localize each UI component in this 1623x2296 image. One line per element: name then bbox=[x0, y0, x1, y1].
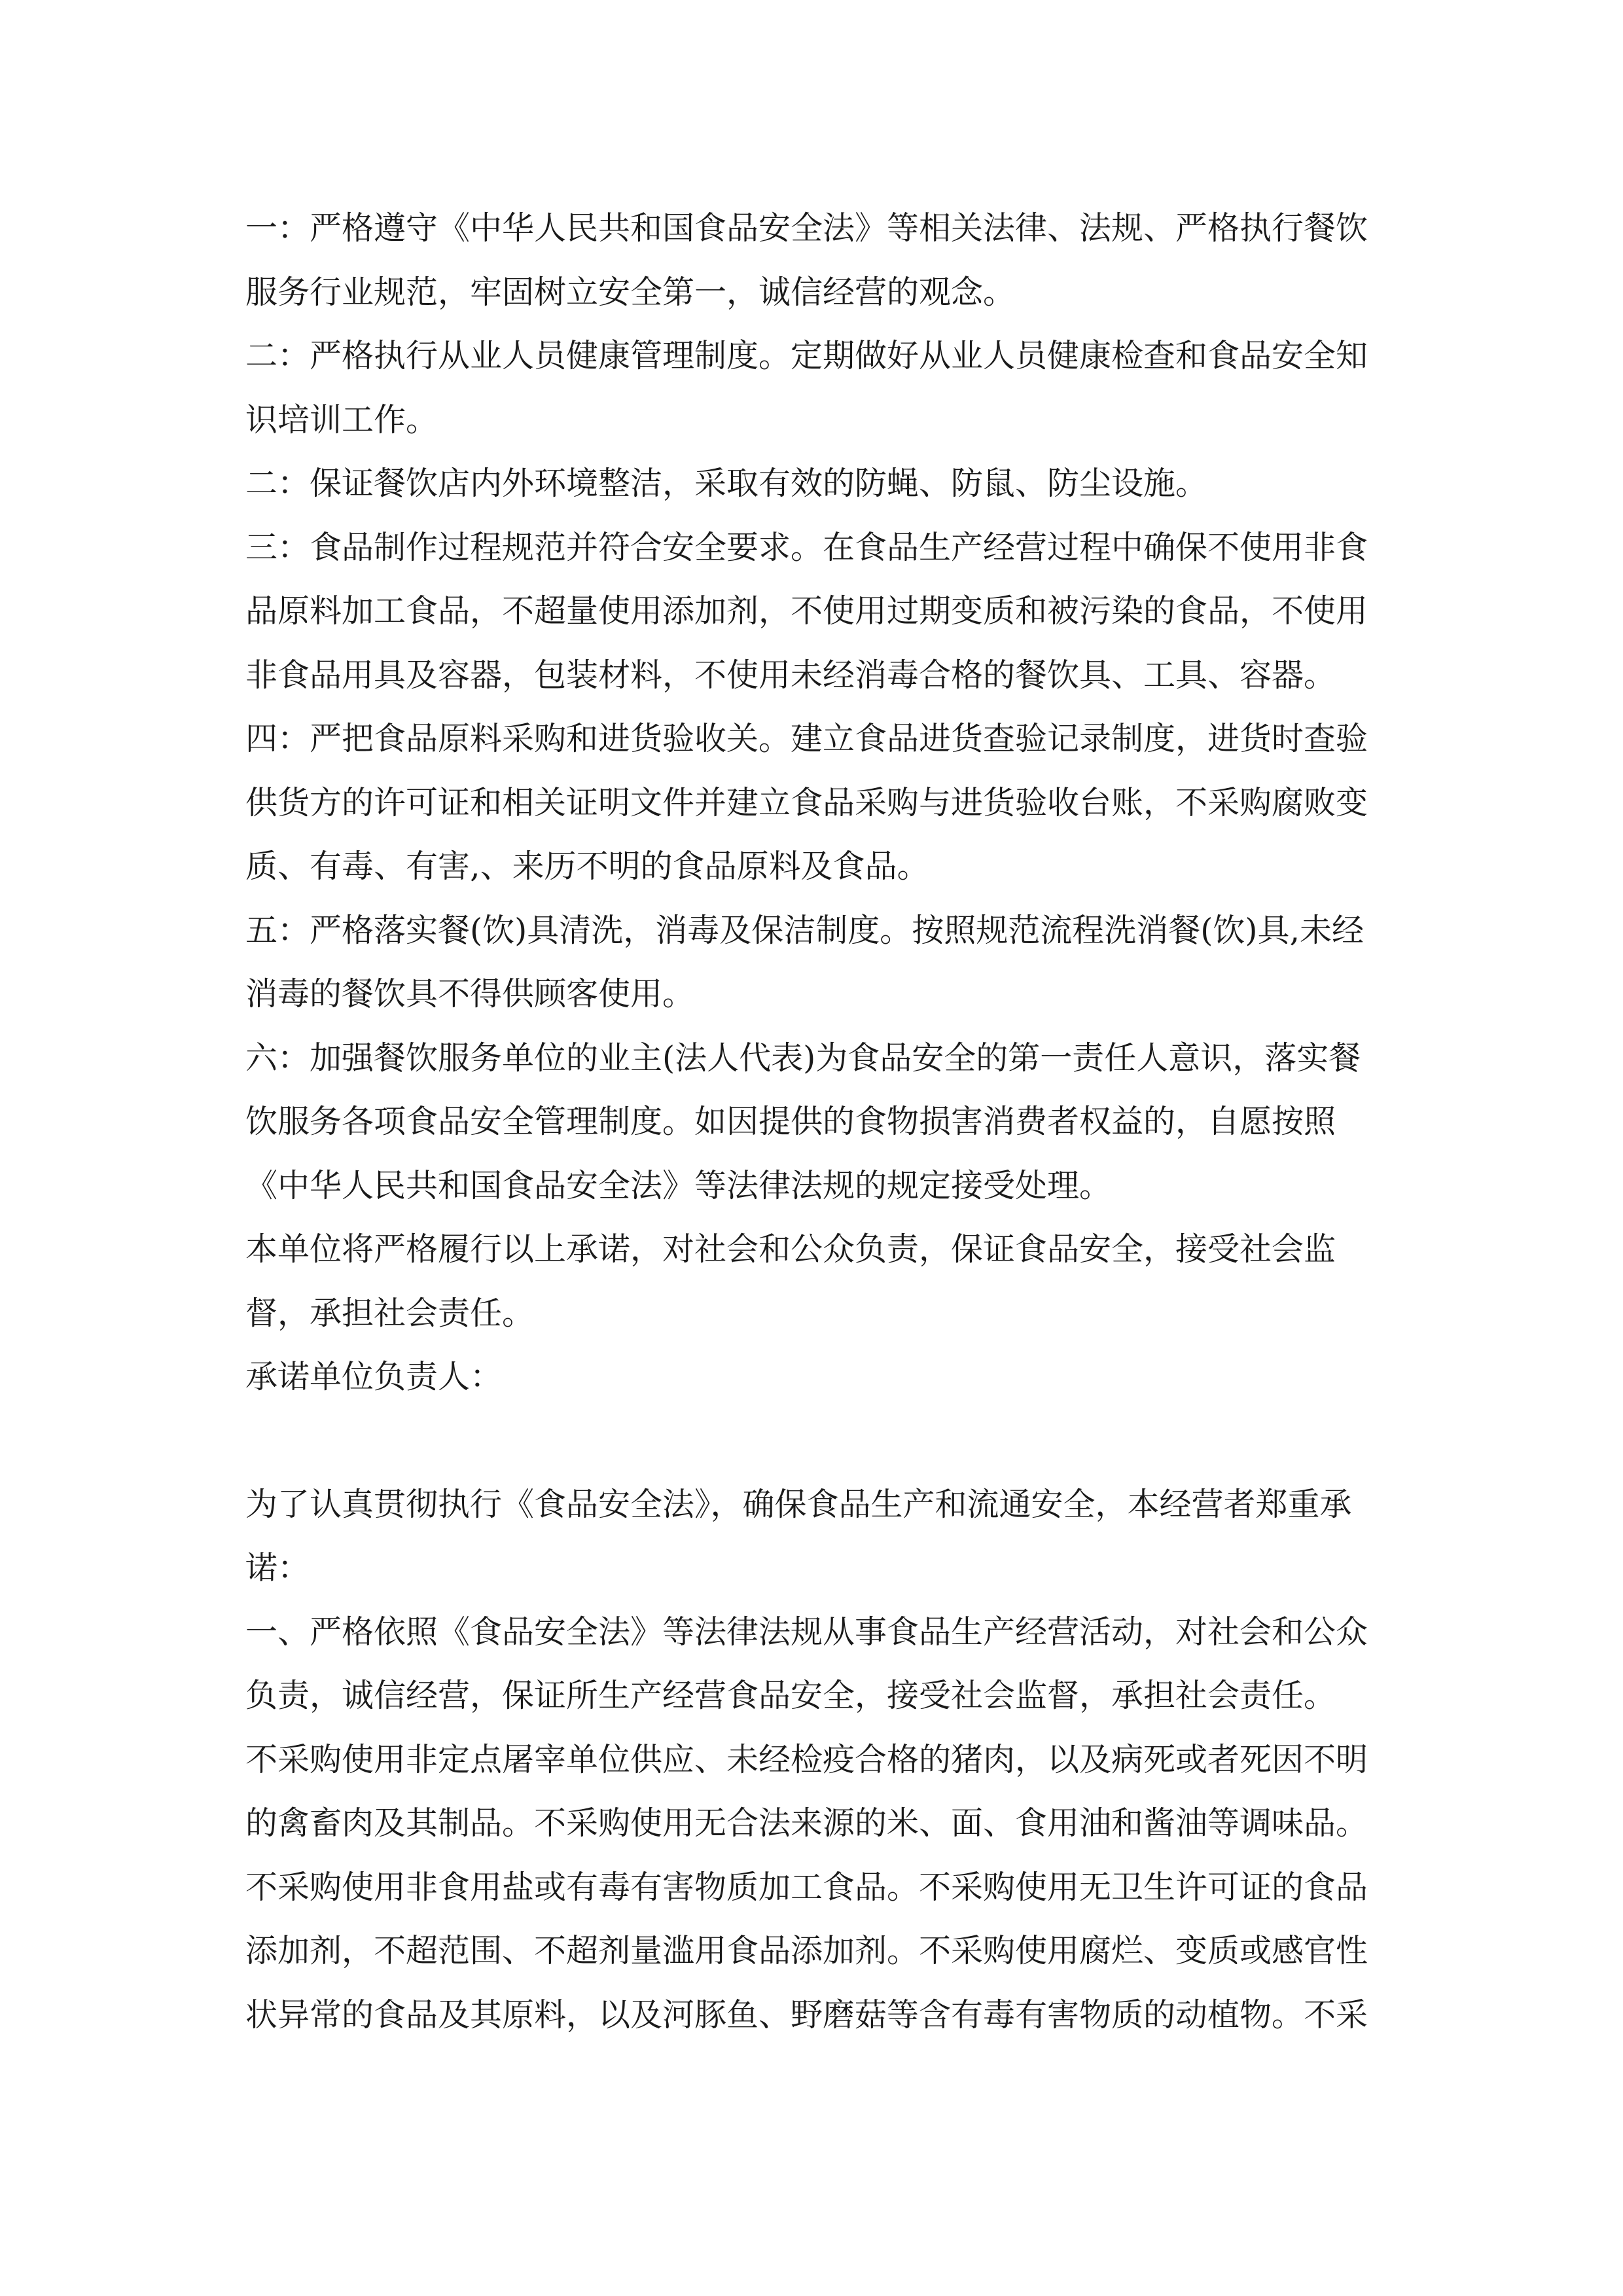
paragraph-1-rule-6: 六：加强餐饮服务单位的业主(法人代表)为食品安全的第一责任人意识，落实餐饮服务各项食品安全管理制度。如因提供的食物损害消费者权益的，自愿按照《中华人民共和国食品安全法》等法律法规的规定接受处理。 bbox=[245, 1039, 1361, 1204]
paragraph-1-rule-3: 三：食品制作过程规范并符合安全要求。在食品生产经营过程中确保不使用非食品原料加工食品，不超量使用添加剂，不使用过期变质和被污染的食品，不使用非食品用具及容器，包装材料，不使用未经消毒合格的餐饮具、工具、容器。 bbox=[245, 528, 1368, 694]
paragraph-2-intro: 为了认真贯彻执行《食品安全法》，确保食品生产和流通安全，本经营者郑重承诺： bbox=[245, 1485, 1352, 1587]
paragraph-2-rule-1: 一、严格依照《食品安全法》等法律法规从事食品生产经营活动，对社会和公众负责，诚信经营，保证所生产经营食品安全，接受社会监督，承担社会责任。 bbox=[245, 1613, 1368, 1714]
document-body bbox=[245, 196, 1381, 2047]
paragraph-1-rule-1: 一：严格遵守《中华人民共和国食品安全法》等相关法律、法规、严格执行餐饮服务行业规范，牢固树立安全第一，诚信经营的观念。 bbox=[245, 209, 1368, 311]
paragraph-1-rule-2b: 二：保证餐饮店内外环境整洁，采取有效的防蝇、防鼠、防尘设施。 bbox=[245, 465, 1208, 502]
paragraph-1-rule-4: 四：严把食品原料采购和进货验收关。建立食品进货查验记录制度，进货时查验供货方的许可证和相关证明文件并建立食品采购与进货验收台账，不采购腐败变质、有毒、有害,、来历不明的食品原料及食品。 bbox=[245, 720, 1368, 885]
paragraph-1-rule-5: 五：严格落实餐(饮)具清洗，消毒及保洁制度。按照规范流程洗消餐(饮)具,未经消毒的餐饮具不得供顾客使用。 bbox=[245, 911, 1364, 1013]
section-divider-space bbox=[245, 1409, 1381, 1473]
paragraph-1-rule-2: 二：严格执行从业人员健康管理制度。定期做好从业人员健康检查和食品安全知识培训工作。 bbox=[245, 337, 1368, 439]
paragraph-1-commitment: 本单位将严格履行以上承诺，对社会和公众负责，保证食品安全，接受社会监督，承担社会责任。 bbox=[245, 1230, 1336, 1332]
paragraph-2-procurement-1: 不采购使用非定点屠宰单位供应、未经检疫合格的猪肉，以及病死或者死因不明的禽畜肉及其制品。不采购使用无合法来源的米、面、食用油和酱油等调味品。 bbox=[245, 1740, 1368, 1842]
paragraph-2-procurement-2: 不采购使用非食用盐或有毒有害物质加工食品。不采购使用无卫生许可证的食品添加剂，不超范围、不超剂量滥用食品添加剂。不采购使用腐烂、变质或感官性状异常的食品及其原料，以及河豚鱼、野磨菇等含有毒有害物质的动植物。不采 bbox=[245, 1868, 1368, 2034]
signature-label: 承诺单位负责人： bbox=[245, 1358, 503, 1395]
